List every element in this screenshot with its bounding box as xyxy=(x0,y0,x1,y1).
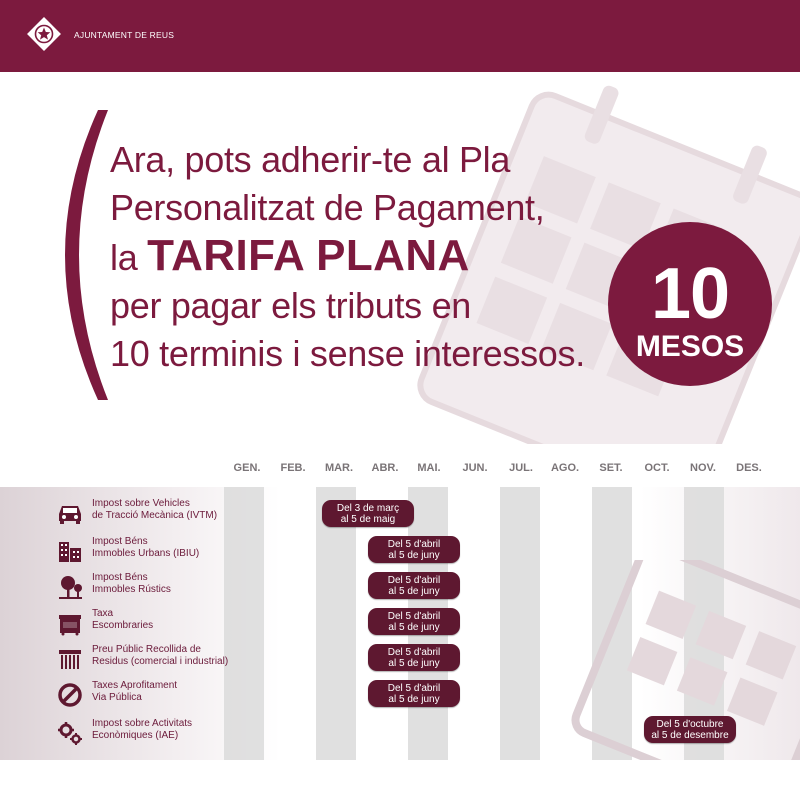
tax-label-line-1: Taxes Aprofitament xyxy=(92,680,178,691)
tax-label-line-2: Via Pública xyxy=(92,692,142,703)
period-end: al 5 de juny xyxy=(388,550,440,561)
period-end: al 5 de desembre xyxy=(651,730,729,741)
payment-period-pill xyxy=(322,500,414,527)
tax-label xyxy=(92,572,171,596)
hero-section xyxy=(0,72,800,444)
headline-emphasis: TARIFA PLANA xyxy=(147,231,470,280)
tax-label-line-1: Impost sobre Activitats xyxy=(92,718,193,729)
tax-label-line-1: Impost sobre Vehicles xyxy=(92,498,190,509)
payment-period-pill xyxy=(368,572,460,599)
month-label: GEN. xyxy=(233,462,261,474)
headline-line-4: per pagar els tributs en xyxy=(110,285,472,326)
municipal-shield-icon xyxy=(24,14,64,54)
month-label: FEB. xyxy=(280,462,306,474)
payment-period-pill xyxy=(368,608,460,635)
headline-prefix: la xyxy=(110,237,148,278)
tax-label-line-1: Taxa xyxy=(92,608,114,619)
waste-container-icon xyxy=(56,646,84,672)
tax-label xyxy=(92,608,153,632)
tax-label-line-1: Preu Públic Recollida de xyxy=(92,644,201,655)
tax-label-line-2: Immobles Urbans (IBIU) xyxy=(92,548,200,559)
month-label: NOV. xyxy=(690,462,716,474)
badge-unit: MESOS xyxy=(635,330,745,363)
month-column xyxy=(224,487,264,760)
trash-bin-icon xyxy=(56,610,84,636)
headline-line-2: Personalitzat de Pagament, xyxy=(110,187,545,228)
period-end: al 5 de juny xyxy=(388,658,440,669)
tax-label xyxy=(92,644,228,668)
month-label: SET. xyxy=(599,462,623,474)
month-label: DES. xyxy=(736,462,762,474)
month-label: OCT. xyxy=(644,462,670,474)
month-header xyxy=(224,462,768,482)
buildings-icon xyxy=(56,538,84,564)
month-label: JUL. xyxy=(509,462,533,474)
period-end: al 5 de maig xyxy=(340,514,396,525)
month-column xyxy=(500,487,540,760)
month-column xyxy=(316,487,356,760)
no-entry-icon xyxy=(56,682,84,708)
period-end: al 5 de juny xyxy=(388,622,440,633)
tax-label-line-2: Escombraries xyxy=(92,620,154,631)
payment-period-pill xyxy=(368,680,460,707)
gears-icon xyxy=(56,720,84,746)
tree-icon xyxy=(56,574,84,600)
months-badge xyxy=(608,222,772,386)
tax-label-line-1: Impost Béns xyxy=(92,572,148,583)
car-icon xyxy=(56,500,84,526)
payment-period-pill xyxy=(644,716,736,743)
header-bar xyxy=(0,0,800,72)
month-label: MAI. xyxy=(417,462,441,474)
period-start: Del 5 d'abril xyxy=(387,683,441,694)
period-end: al 5 de juny xyxy=(388,586,440,597)
tax-label xyxy=(92,680,177,704)
period-start: Del 5 d'abril xyxy=(387,539,441,550)
period-start: Del 5 d'octubre xyxy=(656,719,724,730)
headline xyxy=(110,136,630,378)
tax-label-line-2: Econòmiques (IAE) xyxy=(92,730,179,741)
tax-label xyxy=(92,718,192,742)
month-label: AGO. xyxy=(550,462,580,474)
period-start: Del 5 d'abril xyxy=(387,575,441,586)
period-start: Del 3 de març xyxy=(336,503,400,514)
month-label: ABR. xyxy=(371,462,399,474)
tax-label xyxy=(92,498,217,522)
period-start: Del 5 d'abril xyxy=(387,611,441,622)
tax-label-line-2: de Tracció Mecànica (IVTM) xyxy=(92,510,218,521)
tax-label-line-2: Residus (comercial i industrial) xyxy=(92,656,229,667)
organization-name: AJUNTAMENT DE REUS xyxy=(74,30,175,40)
headline-line-5: 10 terminis i sense interessos. xyxy=(110,333,585,374)
tax-label-line-2: Immobles Rústics xyxy=(92,584,171,595)
payment-period-pill xyxy=(368,644,460,671)
payment-period-pill xyxy=(368,536,460,563)
tax-label xyxy=(92,536,199,560)
month-label: JUN. xyxy=(462,462,488,474)
period-end: al 5 de juny xyxy=(388,694,440,705)
tax-label-line-1: Impost Béns xyxy=(92,536,148,547)
month-label: MAR. xyxy=(324,462,354,474)
headline-line-1: Ara, pots adherir-te al Pla xyxy=(110,139,511,180)
badge-number: 10 xyxy=(650,254,730,334)
period-start: Del 5 d'abril xyxy=(387,647,441,658)
headline-line-3 xyxy=(110,232,630,282)
